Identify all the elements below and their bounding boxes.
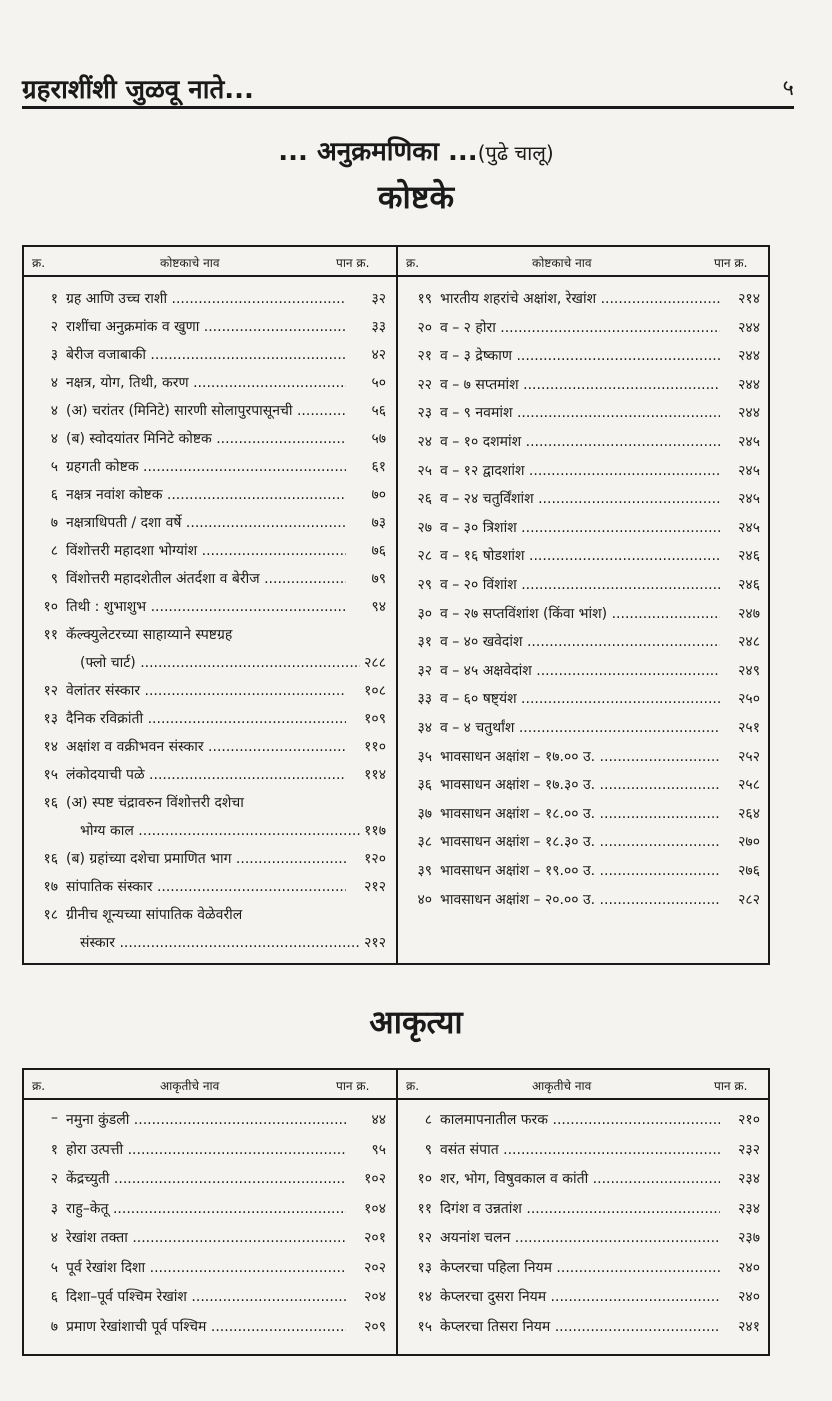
table-row [398, 890, 770, 918]
row-page: २८२ [738, 891, 760, 908]
row-number: १० [43, 599, 58, 615]
row-number: २३ [417, 405, 432, 422]
row-title: रेखांश तक्ता ..... [66, 1228, 346, 1247]
row-page: २१२ [364, 879, 386, 895]
row-number: १५ [43, 767, 58, 783]
table-row [24, 1287, 396, 1315]
row-page: १०२ [364, 1171, 386, 1187]
row-page: ११० [364, 739, 386, 755]
row-page: २०९ [364, 1318, 386, 1335]
row-number: ३१ [417, 634, 432, 651]
row-title: भावसाधन अक्षांश – १८.३० उ. ..... [440, 832, 720, 851]
row-title: प्रमाण रेखांशाची पूर्व पश्चिम ..... [66, 1317, 346, 1336]
row-title: भावसाधन अक्षांश – १८.०० उ. ..... [440, 804, 720, 823]
row-page: १०४ [364, 1200, 386, 1217]
row-title: ग्रहगती कोष्टक ..... [66, 457, 346, 476]
row-title: केप्लरचा तिसरा नियम ..... [440, 1317, 720, 1336]
row-title: व – ७ सप्तमांश ..... [440, 375, 720, 394]
tables-section-title: कोष्टके [377, 178, 455, 216]
table-row [24, 345, 396, 373]
row-number: ३० [417, 605, 432, 622]
row-number: १३ [417, 1259, 432, 1276]
row-number: ४० [417, 891, 432, 908]
row-title: केप्लरचा दुसरा नियम ..... [440, 1287, 720, 1306]
row-page: ५० [371, 375, 386, 391]
row-title: केंद्रच्युती ..... [66, 1169, 346, 1188]
row-page: २३४ [738, 1171, 760, 1187]
row-number: १५ [417, 1318, 432, 1335]
row-page: २३२ [738, 1141, 760, 1158]
table-row [24, 373, 396, 401]
table-row [398, 1258, 770, 1286]
row-page: २४५ [738, 434, 760, 450]
page-number: ५ [782, 76, 794, 101]
row-title: नक्षत्र, योग, तिथी, करण ..... [66, 373, 346, 392]
row-number: २ [50, 1171, 58, 1187]
table-row [24, 1228, 396, 1256]
row-title: सांपातिक संस्कार ..... [66, 877, 346, 896]
index-title [0, 132, 832, 168]
row-title: पूर्व रेखांश दिशा ..... [66, 1258, 346, 1277]
table-row [398, 1169, 770, 1197]
row-title: दिशा–पूर्व पश्चिम रेखांश ..... [66, 1287, 346, 1306]
header-page-right: पान क्र. [714, 1079, 748, 1093]
row-number: १२ [43, 683, 58, 699]
row-title: (अ) स्पष्ट चंद्रावरुन विंशोत्तरी दशेचा [66, 795, 244, 811]
row-number: २० [417, 319, 432, 336]
header-page-right: पान क्र. [714, 256, 748, 270]
table-row [24, 513, 396, 541]
row-number: १४ [43, 739, 58, 755]
row-page: २१० [738, 1112, 760, 1128]
row-number: ४ [50, 1230, 58, 1246]
row-page: २४९ [738, 662, 760, 679]
row-number: २८ [417, 548, 432, 565]
row-title: नक्षत्र नवांश कोष्टक ..... [66, 485, 346, 504]
table-row [398, 1140, 770, 1168]
table-row [24, 849, 396, 877]
row-page: ७९ [371, 571, 386, 587]
row-number: ३३ [417, 691, 432, 708]
row-page: २५८ [738, 777, 760, 794]
row-number: ३ [50, 1200, 58, 1217]
table-row [24, 1317, 396, 1345]
table-row [398, 403, 770, 431]
row-title: विंशोत्तरी महादशेतील अंतर्दशा व बेरीज ..... [66, 569, 346, 588]
row-page: २४० [738, 1259, 760, 1276]
table-row [398, 461, 770, 489]
row-number: ३८ [417, 834, 432, 851]
row-page: ७३ [371, 515, 386, 531]
row-title: राहु–केतू ..... [66, 1199, 346, 1218]
row-number: ७ [50, 515, 58, 531]
table-row [398, 546, 770, 574]
row-page: १२० [364, 851, 386, 867]
row-page: ९४ [371, 599, 386, 615]
row-page: २५१ [738, 720, 760, 736]
header-no: क्र. [32, 1079, 46, 1093]
running-title: ग्रहराशींशी जुळवू नाते... [22, 75, 254, 105]
table-row [398, 518, 770, 546]
row-title: (अ) चरांतर (मिनिटे) सारणी सोलापुरपासूनची ..... [66, 401, 346, 420]
header-no-right: क्र. [406, 1079, 420, 1093]
row-title: व – २४ चतुर्विंशांश ..... [440, 489, 720, 508]
row-title: कालमापनातील फरक ..... [440, 1110, 720, 1129]
table-row [398, 661, 770, 689]
row-number: २ [50, 319, 58, 335]
row-number: ६ [50, 1289, 58, 1305]
row-page: ४२ [371, 347, 386, 363]
row-number: ११ [43, 627, 58, 643]
row-title: वसंत संपात ..... [440, 1140, 720, 1159]
row-page: १०८ [364, 683, 386, 699]
row-number: २६ [417, 491, 432, 508]
row-title: व – ४५ अक्षवेदांश ..... [440, 661, 720, 680]
row-title: भोग्य काल ..... [80, 821, 360, 840]
row-page: २४७ [738, 605, 760, 622]
table-row [24, 709, 396, 737]
row-number: ८ [424, 1112, 432, 1128]
row-page: २४४ [738, 405, 760, 422]
table-row [24, 1140, 396, 1168]
table-row [24, 457, 396, 485]
row-page: २७० [738, 834, 760, 851]
table-row [24, 765, 396, 793]
table-row [398, 1287, 770, 1315]
row-page: २६४ [738, 805, 760, 822]
row-number: १४ [417, 1289, 432, 1305]
row-page: ५६ [371, 403, 386, 419]
table-row [24, 401, 396, 429]
table-row [398, 632, 770, 660]
row-page: २४६ [738, 577, 760, 593]
index-title-text: ... अनुक्रमणिका ... [278, 137, 478, 167]
table-row [24, 737, 396, 765]
table-row [24, 821, 396, 849]
table-row [24, 625, 396, 653]
table-header [24, 247, 768, 277]
row-number: ४ [50, 403, 58, 419]
row-title: व – ४ चतुर्थांश ..... [440, 718, 720, 737]
row-title: भारतीय शहरांचे अक्षांश, रेखांश ..... [440, 289, 720, 308]
header-no: क्र. [32, 256, 46, 270]
row-number: १ [50, 291, 58, 307]
row-page: ५७ [371, 431, 386, 447]
row-number: ५ [50, 459, 58, 475]
row-page: २४४ [738, 319, 760, 336]
row-title: (ब) ग्रहांच्या दशेचा प्रमाणित भाग ..... [66, 849, 346, 868]
row-title: शर, भोग, विषुवकाल व कांती ..... [440, 1169, 720, 1188]
row-title: होरा उत्पत्ती ..... [66, 1140, 346, 1159]
table-row [24, 1258, 396, 1286]
row-page: २०४ [364, 1289, 386, 1305]
row-title: केप्लरचा पहिला नियम ..... [440, 1258, 720, 1277]
table-row [24, 933, 396, 961]
table-row [398, 1317, 770, 1345]
table-row [398, 804, 770, 832]
row-page: २४६ [738, 548, 760, 565]
row-number: २७ [417, 519, 432, 536]
table-row [398, 689, 770, 717]
row-title: ग्रह आणि उच्च राशी ..... [66, 289, 346, 308]
row-page: ७६ [371, 543, 386, 559]
row-title: दैनिक रविक्रांती ..... [66, 709, 346, 728]
header-name-right: आकृतीचे नाव [532, 1079, 592, 1093]
table-row [398, 289, 770, 317]
row-title: दिगंश व उन्नतांश ..... [440, 1199, 720, 1218]
row-title: (ब) स्वोदयांतर मिनिटे कोष्टक ..... [66, 429, 346, 448]
table-row [398, 718, 770, 746]
row-title: तिथी : शुभाशुभ ..... [66, 597, 346, 616]
table-row [24, 793, 396, 821]
table-row [398, 432, 770, 460]
row-page: २३७ [738, 1230, 760, 1246]
row-page: २४५ [738, 462, 760, 479]
row-page: २०१ [364, 1230, 386, 1246]
table-row [24, 289, 396, 317]
row-title: भावसाधन अक्षांश – १७.०० उ. ..... [440, 747, 720, 766]
row-page: २८८ [364, 655, 386, 671]
row-title: भावसाधन अक्षांश – २०.०० उ. ..... [440, 890, 720, 909]
header-page: पान क्र. [336, 1079, 370, 1093]
row-title: व – ४० खवेदांश ..... [440, 632, 720, 651]
table-row [398, 861, 770, 889]
row-page: २०२ [364, 1259, 386, 1276]
row-number: ९ [50, 571, 58, 587]
row-title: व – ९ नवमांश ..... [440, 403, 720, 422]
table-row [398, 346, 770, 374]
row-number: ३७ [417, 805, 432, 822]
table-row [398, 375, 770, 403]
running-header [22, 68, 794, 109]
row-title: भावसाधन अक्षांश – १७.३० उ. ..... [440, 775, 720, 794]
row-page: ३२ [371, 291, 386, 307]
row-title: नक्षत्राधिपती / दशा वर्षे ..... [66, 513, 346, 532]
row-page: ४४ [371, 1112, 386, 1128]
table-row [24, 877, 396, 905]
row-number: ५ [50, 1259, 58, 1276]
row-title: ग्रीनीच शून्यच्या सांपातिक वेळेवरील [66, 907, 243, 923]
row-number: १२ [417, 1230, 432, 1246]
row-title: व – २७ सप्तविंशांश (किंवा भांश) ..... [440, 604, 720, 623]
table-row [24, 653, 396, 681]
table-row [24, 681, 396, 709]
table-row [24, 429, 396, 457]
row-number: ४ [50, 375, 58, 391]
row-number: २४ [417, 434, 432, 450]
table-row [398, 318, 770, 346]
table-row [24, 569, 396, 597]
row-title: बेरीज वजाबाकी ..... [66, 345, 346, 364]
row-number: १७ [43, 879, 58, 895]
header-name-right: कोष्टकाचे नाव [532, 256, 592, 270]
row-number: ३४ [417, 720, 432, 736]
row-page: ३३ [371, 319, 386, 335]
row-number: २५ [417, 462, 432, 479]
row-number: ८ [50, 543, 58, 559]
row-page: २५० [738, 691, 760, 708]
row-title: व – ३० त्रिशांश ..... [440, 518, 720, 537]
header-name: आकृतीचे नाव [160, 1079, 220, 1093]
row-page: २४४ [738, 348, 760, 365]
row-number: १६ [43, 795, 58, 811]
row-number: ६ [50, 487, 58, 503]
table-row [398, 747, 770, 775]
row-number: ३९ [417, 863, 432, 879]
row-page: ६१ [371, 459, 386, 475]
row-page: २१२ [364, 935, 386, 951]
row-number: १३ [43, 711, 58, 727]
row-page: २४० [738, 1289, 760, 1305]
row-number: २२ [417, 376, 432, 393]
row-title: राशींचा अनुक्रमांक व खुणा ..... [66, 317, 346, 336]
row-number: ३२ [417, 662, 432, 679]
table-row [24, 485, 396, 513]
table-row [398, 1199, 770, 1227]
row-title: विंशोत्तरी महादशा भोग्यांश ..... [66, 541, 346, 560]
row-number: १८ [43, 907, 58, 923]
row-title: संस्कार ..... [80, 933, 360, 952]
row-number: ३५ [417, 748, 432, 765]
row-number: ११ [417, 1200, 432, 1217]
row-number: ३ [50, 347, 58, 363]
table-row [24, 1110, 396, 1138]
row-title: व – १२ द्वादशांश ..... [440, 461, 720, 480]
row-title: लंकोदयाची पळे ..... [66, 765, 346, 784]
row-title: अक्षांश व वक्रीभवन संस्कार ..... [66, 737, 346, 756]
row-page: २४५ [738, 491, 760, 508]
row-page: २५२ [738, 748, 760, 765]
header-no-right: क्र. [406, 256, 420, 270]
row-number: ४ [50, 431, 58, 447]
row-title: व – २० विंशांश ..... [440, 575, 720, 594]
table-row [24, 905, 396, 933]
row-number: – [51, 1110, 58, 1126]
row-page: २४८ [738, 634, 760, 651]
row-page: १०९ [364, 711, 386, 727]
index-continued: (पुढे चालू) [477, 141, 554, 165]
table-row [398, 575, 770, 603]
row-title: व – १० दशमांश ..... [440, 432, 720, 451]
row-number: ७ [50, 1318, 58, 1335]
table-row [398, 1110, 770, 1138]
table-row [24, 317, 396, 345]
row-page: २३४ [738, 1200, 760, 1217]
row-page: २४४ [738, 376, 760, 393]
table-row [398, 832, 770, 860]
row-page: ११४ [364, 767, 386, 783]
row-title: अयनांश चलन ..... [440, 1228, 720, 1247]
row-title: वेलांतर संस्कार ..... [66, 681, 346, 700]
table-row [398, 775, 770, 803]
figures-index-table [22, 1068, 770, 1356]
row-page: २४५ [738, 519, 760, 536]
figures-section-title: आकृत्या [369, 1003, 463, 1041]
table-row [24, 1199, 396, 1227]
table-header [24, 1070, 768, 1100]
row-number: १ [50, 1141, 58, 1158]
table-row [398, 604, 770, 632]
row-number: १६ [43, 851, 58, 867]
row-number: ३६ [417, 777, 432, 794]
row-number: १९ [417, 291, 432, 307]
table-row [398, 489, 770, 517]
table-row [24, 1169, 396, 1197]
table-row [398, 1228, 770, 1256]
header-page: पान क्र. [336, 256, 370, 270]
row-title: भावसाधन अक्षांश – १९.०० उ. ..... [440, 861, 720, 880]
header-name: कोष्टकाचे नाव [160, 256, 220, 270]
row-number: १० [417, 1171, 432, 1187]
row-title: कॅल्क्युलेटरच्या साहाय्याने स्पष्टग्रह [66, 627, 233, 643]
row-page: २७६ [738, 863, 760, 879]
row-page: २४१ [738, 1318, 760, 1335]
row-title: व – २ होरा ..... [440, 318, 720, 337]
row-title: (फ्लो चार्ट) ..... [80, 653, 360, 672]
row-page: २१४ [738, 291, 760, 307]
row-page: ११७ [364, 823, 386, 839]
row-number: २९ [417, 577, 432, 593]
row-title: नमुना कुंडली ..... [66, 1110, 346, 1129]
table-row [24, 541, 396, 569]
row-title: व – १६ षोडशांश ..... [440, 546, 720, 565]
row-number: २१ [417, 348, 432, 365]
row-page: ७० [371, 487, 386, 503]
row-page: ९५ [371, 1141, 386, 1158]
row-number: ९ [424, 1141, 432, 1158]
tables-index-table [22, 245, 770, 965]
row-title: व – ६० षष्ट्यंश ..... [440, 689, 720, 708]
row-title: व – ३ द्रेष्काण ..... [440, 346, 720, 365]
table-row [24, 597, 396, 625]
